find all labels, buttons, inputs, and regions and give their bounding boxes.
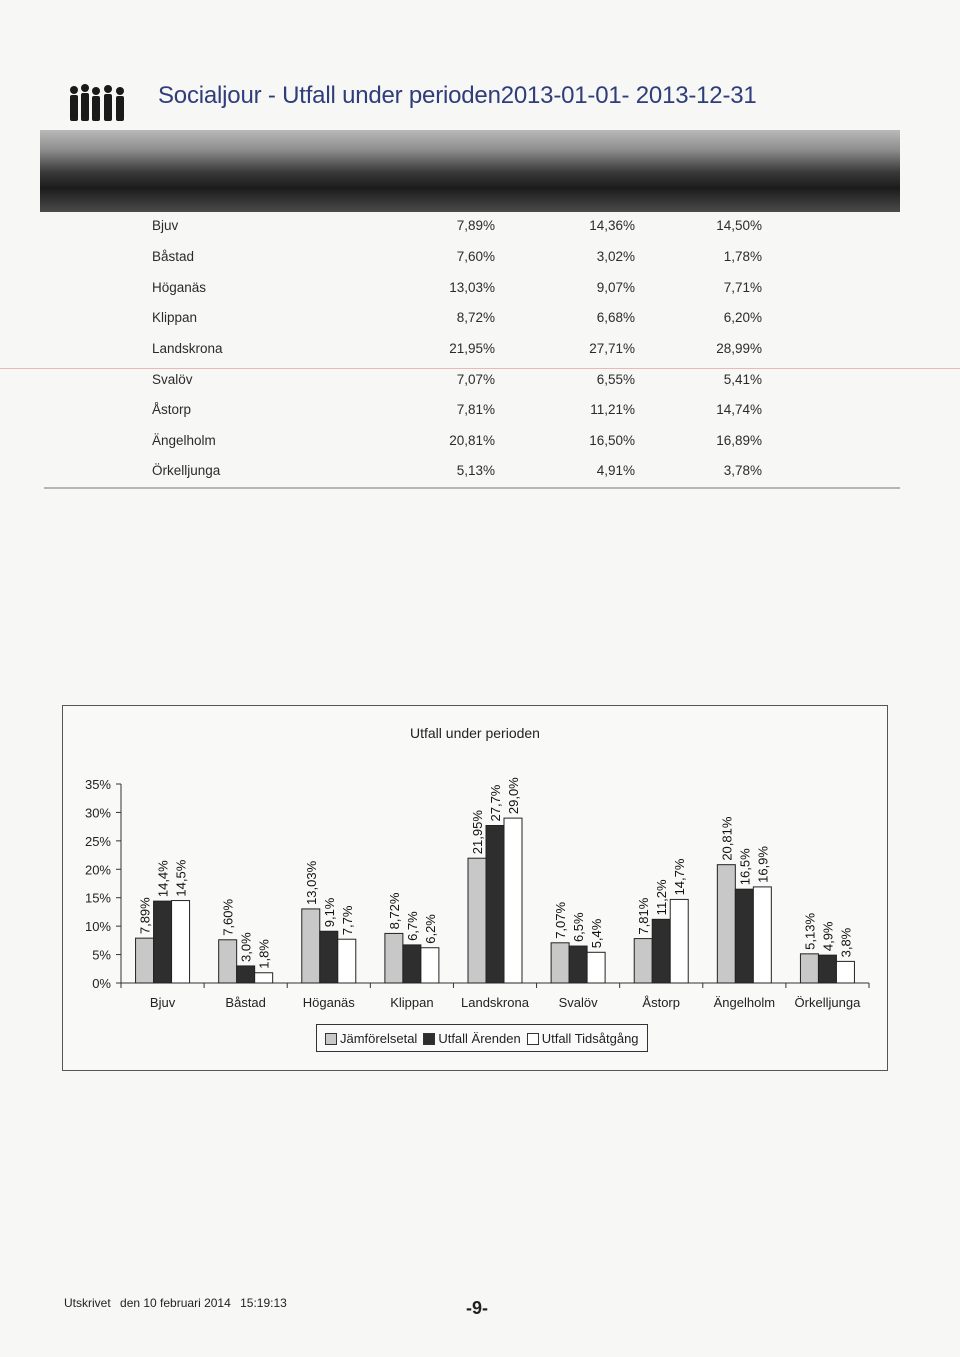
tidsatgang-value: 28,99% [716, 341, 762, 356]
data-label: 4,9% [820, 921, 836, 952]
x-category-label: Svalöv [558, 995, 598, 1010]
table-row [0, 402, 960, 426]
x-category-label: Höganäs [302, 995, 355, 1010]
data-label: 11,2% [654, 879, 670, 916]
bar-jamforelsetal [800, 954, 818, 983]
jamforelsetal-value: 8,72% [456, 310, 495, 325]
bar-chart [63, 706, 887, 1070]
bar-arenden [652, 919, 670, 983]
table-row [0, 280, 960, 304]
jamforelsetal-value: 21,95% [449, 341, 495, 356]
data-label: 8,72% [386, 892, 402, 930]
printed-time: 15:19:13 [240, 1296, 287, 1310]
municipality-name: Båstad [152, 249, 195, 264]
arenden-value: 4,91% [596, 463, 635, 478]
municipality-name: Landskrona [152, 341, 223, 356]
bar-tidsatgang [255, 973, 273, 983]
y-tick-label: 35% [84, 777, 111, 792]
table-row [0, 218, 960, 242]
jamforelsetal-value: 20,81% [449, 433, 495, 448]
x-category-label: Bjuv [149, 995, 176, 1010]
legend-item-tidsatgang [527, 1031, 639, 1046]
tidsatgang-value: 3,78% [723, 463, 762, 478]
legend-swatch-white [527, 1033, 539, 1045]
people-logo-icon [66, 82, 132, 126]
data-label: 21,95% [470, 810, 485, 855]
bar-jamforelsetal [302, 909, 320, 983]
y-tick-label: 30% [84, 805, 111, 821]
bar-arenden [320, 931, 338, 983]
chart-title: Utfall under perioden [410, 725, 540, 741]
table-row [0, 341, 960, 365]
bar-arenden [154, 901, 172, 983]
legend-label: Jämförelsetal [340, 1030, 418, 1046]
legend-label: Utfall Ärenden [438, 1030, 521, 1046]
municipality-name: Örkelljunga [152, 463, 221, 478]
arenden-value: 3,02% [596, 249, 635, 264]
legend-item-jamforelsetal [325, 1031, 417, 1046]
data-label: 3,8% [838, 927, 854, 958]
table-header-band [40, 130, 900, 212]
data-label: 7,89% [137, 897, 153, 935]
bar-arenden [486, 826, 504, 983]
x-category-label: Örkelljunga [794, 995, 861, 1010]
data-label: 6,7% [404, 911, 420, 941]
y-tick-label: 0% [92, 976, 111, 991]
arenden-value: 9,07% [596, 280, 635, 295]
arenden-value: 16,50% [589, 433, 635, 448]
bar-jamforelsetal [551, 943, 569, 983]
page-number: -9- [466, 1298, 488, 1318]
bar-tidsatgang [338, 939, 356, 983]
arenden-value: 27,71% [589, 341, 635, 356]
legend-item-arenden [423, 1031, 520, 1046]
chart-legend [316, 1024, 648, 1052]
title-prefix: Socialjour - Utfall under perioden [158, 82, 501, 109]
y-tick-label: 15% [84, 890, 111, 906]
table-row [0, 249, 960, 273]
bar-arenden [569, 946, 587, 983]
data-label: 7,07% [553, 901, 569, 939]
tidsatgang-value: 14,50% [716, 218, 762, 233]
jamforelsetal-value: 7,89% [456, 218, 495, 233]
municipality-name: Åstorp [152, 402, 192, 417]
data-label: 7,7% [339, 905, 355, 936]
municipality-name: Klippan [152, 310, 198, 325]
arenden-value: 6,55% [596, 372, 635, 387]
tidsatgang-value: 16,89% [716, 433, 762, 448]
municipality-name: Ängelholm [152, 433, 216, 448]
legend-swatch-dark [423, 1033, 435, 1045]
y-tick-label: 25% [84, 833, 111, 849]
table-row [0, 463, 960, 487]
x-category-label: Båstad [225, 995, 266, 1010]
bar-jamforelsetal [634, 939, 652, 983]
jamforelsetal-value: 7,81% [456, 402, 495, 417]
municipality-name: Svalöv [152, 372, 193, 387]
table-bottom-rule [44, 487, 900, 489]
data-label: 7,81% [636, 897, 652, 935]
x-category-label: Ängelholm [713, 995, 776, 1010]
data-label: 5,13% [802, 912, 818, 950]
chart-frame [62, 705, 888, 1071]
bar-tidsatgang [587, 952, 605, 983]
data-label: 14,4% [155, 860, 171, 898]
data-label: 3,0% [238, 932, 254, 962]
bar-tidsatgang [753, 887, 771, 983]
y-tick-label: 5% [92, 947, 111, 963]
tidsatgang-value: 5,41% [723, 372, 762, 387]
arenden-value: 11,21% [590, 402, 635, 417]
bar-arenden [735, 889, 753, 983]
legend-swatch-light [325, 1033, 337, 1045]
x-category-label: Landskrona [461, 995, 529, 1010]
data-label: 20,81% [719, 816, 735, 861]
bar-arenden [818, 955, 836, 983]
table-row [0, 433, 960, 457]
jamforelsetal-value: 5,13% [456, 463, 495, 478]
data-label: 9,1% [321, 897, 337, 928]
print-info [64, 1296, 293, 1310]
tidsatgang-value: 14,74% [716, 402, 762, 417]
data-label: 16,9% [755, 846, 771, 883]
arenden-value: 6,68% [596, 310, 635, 325]
jamforelsetal-value: 7,07% [456, 372, 495, 387]
bar-arenden [237, 966, 255, 983]
jamforelsetal-value: 13,03% [449, 280, 495, 295]
y-tick-label: 20% [84, 862, 111, 878]
tidsatgang-value: 6,20% [723, 310, 762, 325]
bar-tidsatgang [504, 818, 522, 983]
title-date-separator: - [621, 82, 630, 109]
arenden-value: 14,36% [589, 218, 635, 233]
printed-date: den 10 februari 2014 [120, 1296, 231, 1310]
table-row [0, 310, 960, 334]
data-label: 6,5% [571, 912, 587, 943]
bar-tidsatgang [670, 899, 688, 983]
title-date-from: 2013-01-01 [500, 82, 622, 109]
x-category-label: Klippan [390, 995, 434, 1010]
data-label: 27,7% [488, 784, 503, 822]
tidsatgang-value: 1,78% [723, 249, 762, 264]
bar-jamforelsetal [219, 940, 237, 983]
y-tick-label: 10% [84, 919, 111, 935]
jamforelsetal-value: 7,60% [456, 249, 495, 264]
data-label: 5,4% [589, 918, 605, 949]
bar-tidsatgang [421, 948, 439, 983]
bar-jamforelsetal [717, 865, 735, 983]
bar-tidsatgang [836, 961, 854, 983]
legend-label: Utfall Tidsåtgång [541, 1030, 639, 1046]
bar-jamforelsetal [385, 933, 403, 983]
data-label: 6,2% [422, 914, 438, 944]
page-title [158, 82, 757, 110]
printed-label: Utskrivet [64, 1296, 111, 1310]
bar-jamforelsetal [468, 858, 486, 983]
municipality-name: Bjuv [152, 218, 179, 233]
tidsatgang-value: 7,71% [723, 280, 762, 295]
data-label: 29,0% [506, 777, 521, 815]
bar-arenden [403, 945, 421, 983]
data-label: 13,03% [303, 860, 319, 905]
table-row [0, 372, 960, 396]
data-label: 1,8% [256, 939, 272, 969]
municipality-name: Höganäs [152, 280, 207, 295]
data-label: 16,5% [737, 848, 753, 886]
bar-jamforelsetal [136, 938, 154, 983]
data-label: 14,5% [173, 859, 189, 897]
title-date-to: 2013-12-31 [635, 82, 757, 109]
x-category-label: Åstorp [642, 995, 681, 1010]
data-label: 14,7% [672, 858, 688, 896]
data-label: 7,60% [220, 898, 236, 936]
bar-tidsatgang [172, 901, 190, 983]
red-rule-divider [0, 368, 960, 369]
